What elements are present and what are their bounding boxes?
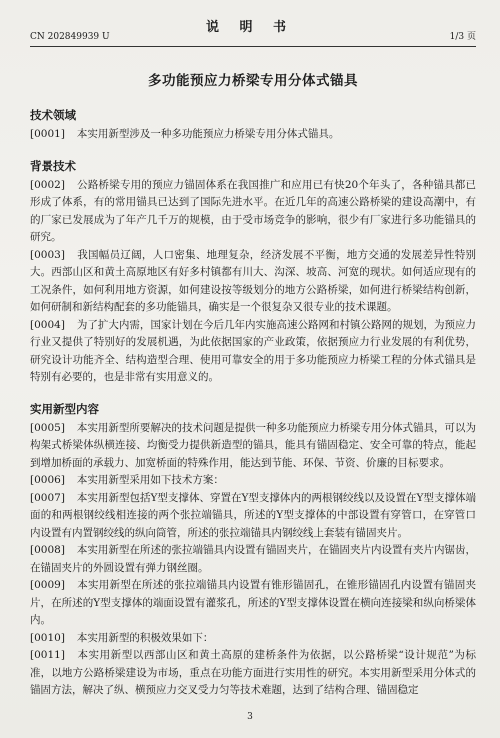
paragraph-number: [0005] <box>30 421 65 434</box>
paragraph <box>30 577 476 630</box>
paragraph-number: [0003] <box>30 248 65 261</box>
paragraph-number: [0008] <box>30 544 65 556</box>
paragraph-number: [0009] <box>30 579 65 591</box>
paragraph-text: 本实用新型以西部山区和黄土高原的建桥条件为依据，以公路桥梁“设计规范”为标准，以地方公路桥梁建设为市场，重点在功能方面进行实用性的研究。本实用新型采用分体式的锚固方法，解决了纵、横预应力交叉受力匀等技术难题，达到了结构合理、锚固稳定 <box>30 649 476 696</box>
section-heading: 实用新型内容 <box>30 401 99 416</box>
paragraph-number: [0001] <box>30 128 65 140</box>
paragraph-text: 本实用新型在所述的张拉端锚具内设置有锚固夹片，在锚固夹片内设置有夹片内锯齿，在锚固夹片的外圆设置有弹力钢丝圈。 <box>30 544 476 574</box>
document-title: 多功能预应力桥梁专用分体式锚具 <box>148 73 358 89</box>
page-number: 3 <box>247 712 253 722</box>
header-rule <box>30 46 476 47</box>
paragraph-number: [0002] <box>30 178 65 191</box>
paragraph-number: [0006] <box>30 474 65 486</box>
paragraph-text: 本实用新型在所述的张拉端锚具内设置有锥形锚固孔，在锥形锚固孔内设置有锚固夹片，在所述的Y型支撑体的端面设置有灌浆孔，所述的Y型支撑体设置在横向连接梁和纵向桥梁体内。 <box>30 579 476 626</box>
paragraph <box>30 177 476 247</box>
paragraph <box>30 630 476 648</box>
paragraph <box>30 647 476 700</box>
paragraph-text: 本实用新型涉及一种多功能预应力桥梁专用分体式锚具。 <box>76 128 340 140</box>
paragraph <box>30 126 476 144</box>
section-heading: 技术领域 <box>30 108 76 122</box>
paragraph <box>30 317 476 387</box>
paragraph-text: 为了扩大内需，国家计划在今后几年内实施高速公路网和村镇公路网的规划，为预应力行业又提供了特别好的发展机遇，为此依据国家的产业政策，依据预应力行业发展的有利优势，研究设计功能齐全、结构造型合理、使用可靠安全的用于多功能预应力桥梁工程的分体式锚具是特别有必要的，也是非常有实用意义的。 <box>30 318 476 383</box>
paragraph-text: 我国幅员辽阔，人口密集、地理复杂，经济发展不平衡，地方交通的发展差异性特别大。西部山区和黄土高原地区有好多村镇都有川大、沟深、坡高、河宽的现状。如何适应现有的工况条件，如何利用地方资源，如何建设按等级划分的地方公路桥梁，如何进行桥梁结构创新，如何研制和新结构配套的多功能锚具，确实是一个很复杂又很专业的技术课题。 <box>30 248 476 313</box>
paragraph-text: 本实用新型包括Y型支撑体、穿置在Y型支撑体内的两根钢绞线以及设置在Y型支撑体端面的和两根钢绞线相连接的两个张拉端锚具，所述的Y型支撑体的中部设置有穿管口，在穿管口内设置有内置钢绞线的纵向筒管，所述的张拉端锚具内钢绞线上套装有锚固夹片。 <box>30 491 476 539</box>
paragraph <box>30 247 476 317</box>
paragraph <box>30 420 476 473</box>
publication-number: CN 202849939 U <box>30 32 110 42</box>
paragraph-text: 本实用新型所要解决的技术问题是提供一种多功能预应力桥梁专用分体式锚具，可以为构架式桥梁体纵横连接、均衡受力提供新造型的锚具，能具有锚固稳定、安全可靠的特点，能起到增加桥面的承载力、加宽桥面的特殊作用，能达到节能、环保、节资、价廉的目标要求。 <box>30 421 476 469</box>
paragraph-text: 公路桥梁专用的预应力锚固体系在我国推广和应用已有快20个年头了，各种锚具都已形成了体系，有的常用锚具已达到了国际先进水平。在近几年的高速公路桥梁的建设高潮中，有的厂家已发展成为了年产几千万的规模，由于受市场竞争的影响，很少有厂家进行多功能锚具的研究。 <box>30 178 476 243</box>
page-header <box>30 0 476 42</box>
section-heading: 背景技术 <box>30 158 76 173</box>
paragraph-number: [0004] <box>30 318 65 331</box>
document-body <box>30 107 476 700</box>
document-type: 说 明 书 <box>205 20 295 35</box>
paragraph-text: 本实用新型采用如下技术方案： <box>76 474 224 486</box>
paragraph <box>30 542 476 577</box>
paragraph-text: 本实用新型的积极效果如下： <box>76 631 214 644</box>
page-counter: 1/3 页 <box>449 32 476 42</box>
paragraph <box>30 472 476 490</box>
paragraph-number: [0010] <box>30 631 65 644</box>
paragraph <box>30 490 476 543</box>
paragraph-number: [0011] <box>30 649 65 661</box>
paragraph-number: [0007] <box>30 491 65 504</box>
